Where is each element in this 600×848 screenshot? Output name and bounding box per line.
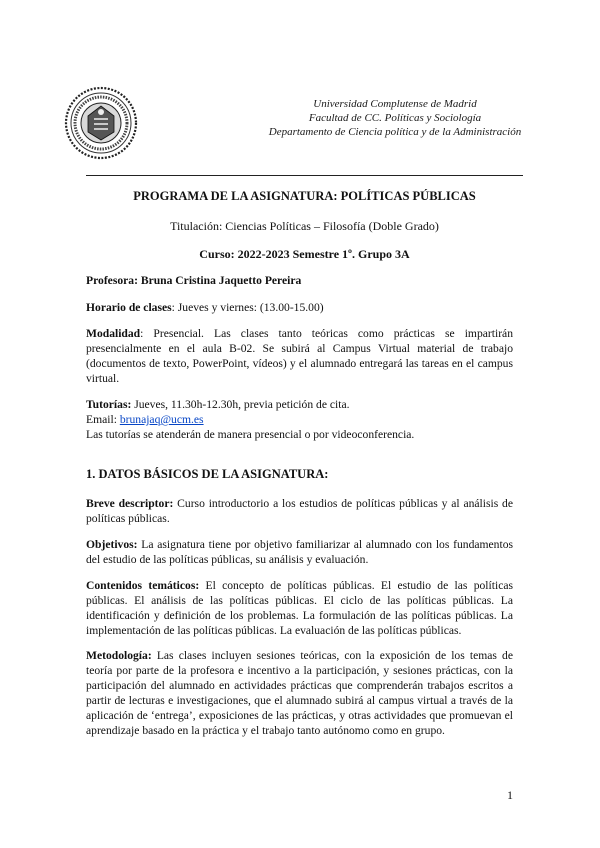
descriptor-text: Curso introductorio a los estudios de políticas públicas y al análisis de políticas públicas.	[86, 497, 513, 525]
objectives-text: La asignatura tiene por objetivo familiarizar al alumnado con los fundamentos del estudio de las políticas públicas, su análisis y evaluación.	[86, 538, 513, 566]
methodology-paragraph	[86, 648, 513, 738]
tutoring-text: Jueves, 11.30h-12.30h, previa petición de cita.	[131, 398, 350, 411]
email-label: Email:	[86, 413, 120, 426]
objectives-paragraph	[86, 537, 513, 567]
objectives-label: Objetivos:	[86, 538, 138, 551]
header-divider	[86, 175, 523, 176]
email-link[interactable]: brunajaq@ucm.es	[119, 413, 204, 426]
document-title: PROGRAMA DE LA ASIGNATURA: POLÍTICAS PÚBLICAS	[133, 189, 476, 203]
modality-text: : Presencial. Las clases tanto teóricas como prácticas se impartirán presencialmente en el aula B-02. Se subirá al Campus Virtual material de trabajo (documentos de texto, PowerPoint, vídeos) y el alumnado entregará las tareas en el campus virtual.	[86, 327, 513, 385]
tutoring-label: Tutorías:	[86, 398, 132, 411]
schedule-label: Horario de clases	[86, 301, 172, 314]
methodology-text: Las clases incluyen sesiones teóricas, con la exposición de los temas de teoría por parte de la profesora e incentivo a la participación, y sesiones prácticas, con la participación del alumnado en actividades prácticas que comprenderán trabajos escritos a partir de lecturas e investigaciones, que el alumnado subirá al campus virtual a través de la aplicación de ‘entrega’, exposiciones de las prácticas, y otras actividades que promuevan el aprendizaje basado en la práctica y el trabajo tanto autónomo como en grupo.	[86, 649, 513, 737]
course-line: Curso: 2022-2023 Semestre 1º. Grupo 3A	[199, 247, 410, 261]
schedule-text: : Jueves y viernes: (13.00-15.00)	[171, 301, 324, 314]
section-heading: 1. DATOS BÁSICOS DE LA ASIGNATURA:	[86, 467, 329, 481]
professor-line: Profesora: Bruna Cristina Jaquetto Pereira	[86, 274, 302, 287]
contents-text: El concepto de políticas públicas. El estudio de las políticas públicas. El análisis de las políticas públicas. El ciclo de las políticas públicas. La identificación y definición de los problemas. La formulación de las políticas públicas. La implementación de las políticas públicas. La evaluación de las políticas públicas.	[86, 579, 514, 637]
page-number: 1	[507, 788, 513, 802]
university-name: Universidad Complutense de Madrid	[313, 98, 477, 110]
modality-paragraph	[86, 326, 513, 386]
faculty-name: Facultad de CC. Políticas y Sociología	[308, 112, 482, 124]
modality-label: Modalidad	[86, 327, 141, 340]
contents-label: Contenidos temáticos:	[86, 579, 200, 592]
schedule-paragraph	[86, 300, 513, 315]
degree-line: Titulación: Ciencias Políticas – Filosofía (Doble Grado)	[170, 219, 439, 233]
descriptor-label: Breve descriptor:	[86, 497, 174, 510]
institution-header	[230, 97, 560, 139]
tutoring-paragraph	[86, 397, 513, 442]
department-name: Departamento de Ciencia política y de la Administración	[268, 126, 522, 138]
methodology-label: Metodología:	[86, 649, 152, 662]
university-seal-logo	[64, 86, 138, 160]
descriptor-paragraph	[86, 496, 513, 526]
contents-paragraph	[86, 578, 513, 638]
tutoring-note: Las tutorías se atenderán de manera presencial o por videoconferencia.	[86, 428, 415, 441]
